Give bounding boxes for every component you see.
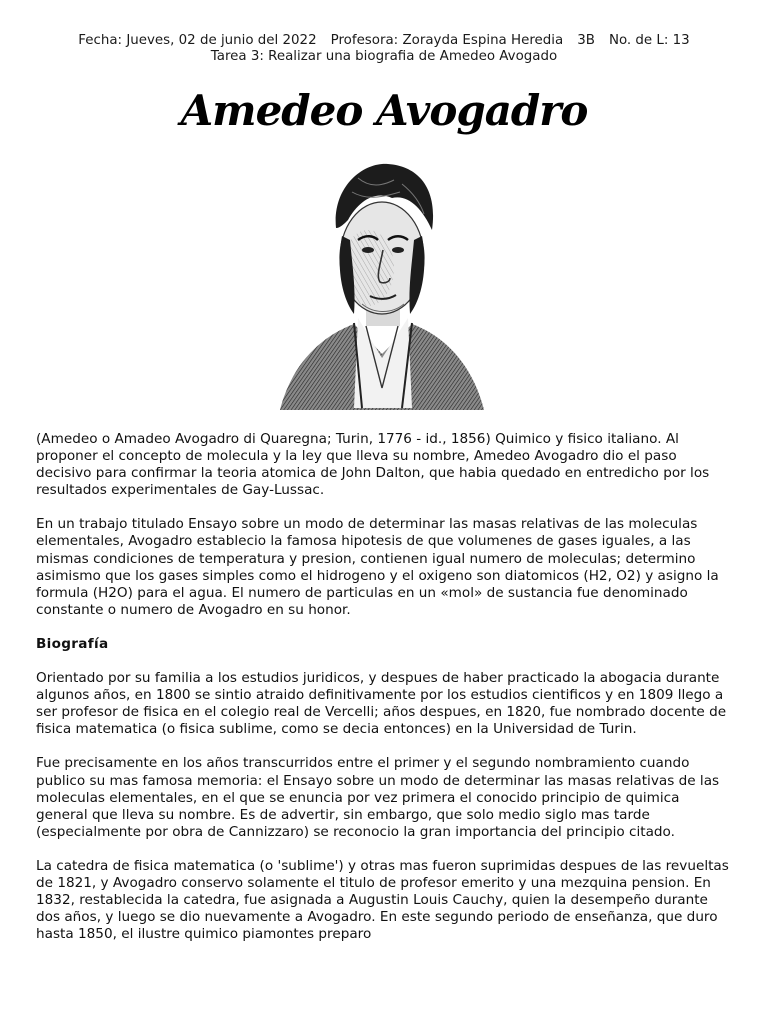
portrait-engraving [262,158,502,410]
document-header [0,33,768,65]
document-title: Amedeo Avogadro [180,86,588,135]
header-fecha: Fecha: Jueves, 02 de junio del 2022 [78,33,317,48]
document-body [36,431,732,960]
section-heading-biografia: Biografía [36,635,109,652]
paragraph-intro: (Amedeo o Amadeo Avogadro di Quaregna; Turin, 1776 - id., 1856) Quimico y fisico italiano. Al proponer el concepto de molecula y la ley que lleva su nombre, Amedeo Avogadro dio el paso decisivo para confirmar la teoria atomica de John Dalton, que habia quedado en entredicho por los resultados experimentales de Gay-Lussac. [36,431,710,499]
portrait-eye-left [362,247,374,253]
paragraph-bio-2: Fue precisamente en los años transcurridos entre el primer y el segundo nombramiento cuando publico su mas famosa memoria: el Ensayo sobre un modo de determinar las masas relativas de las moleculas elementales, en el que se enuncia por vez primera el conocido principio de quimica general que lleva su nombre. Es de advertir, sin embargo, que solo medio siglo mas tarde (especialmente por obra de Cannizzaro) se reconocio la gran importancia del principio citado. [36,755,720,840]
paragraph-bio-3: La catedra de fisica matematica (o 'sublime') y otras mas fueron suprimidas despues de las revueltas de 1821, y Avogadro conservo solamente el titulo de profesor emerito y una mezquina pension. En 1832, restablecida la catedra, fue asignada a Augustin Louis Cauchy, quien la desempeño durante dos años, y luego se dio nuevamente a Avogadro. En este segundo periodo de enseñanza, que duro hasta 1850, el ilustre quimico piamontes preparo [36,857,729,943]
header-info-line [0,33,768,49]
header-grupo: 3B [577,33,595,48]
portrait-eye-right [392,247,404,253]
header-numero-lista: No. de L: 13 [608,33,690,48]
header-profesora: Profesora: Zorayda Espina Heredia [330,33,564,48]
header-tarea: Tarea 3: Realizar una biografia de Amedeo Avogado [210,49,558,64]
paragraph-ensayo: En un trabajo titulado Ensayo sobre un modo de determinar las masas relativas de las moleculas elementales, Avogadro establecio la famosa hipotesis de que volumenes de gases iguales, a las mismas condiciones de temperatura y presion, contienen igual numero de moleculas; determino asimismo que los gases simples como el hidrogeno y el oxigeno son diatomicos (H2, O2) y asigno la formula (H2O) para el agua. El numero de particulas en un «mol» de sustancia fue denominado constante o numero de Avogadro en su honor. [36,516,719,618]
paragraph-bio-1: Orientado por su familia a los estudios juridicos, y despues de haber practicado la abogacia durante algunos años, en 1800 se sintio atraido definitivamente por los estudios cientificos y en 1809 llego a ser profesor de fisica en el colegio real de Vercelli; años despues, en 1820, fue nombrado docente de fisica matematica (o fisica sublime, como se decia entonces) en la Universidad de Turin. [36,670,727,738]
